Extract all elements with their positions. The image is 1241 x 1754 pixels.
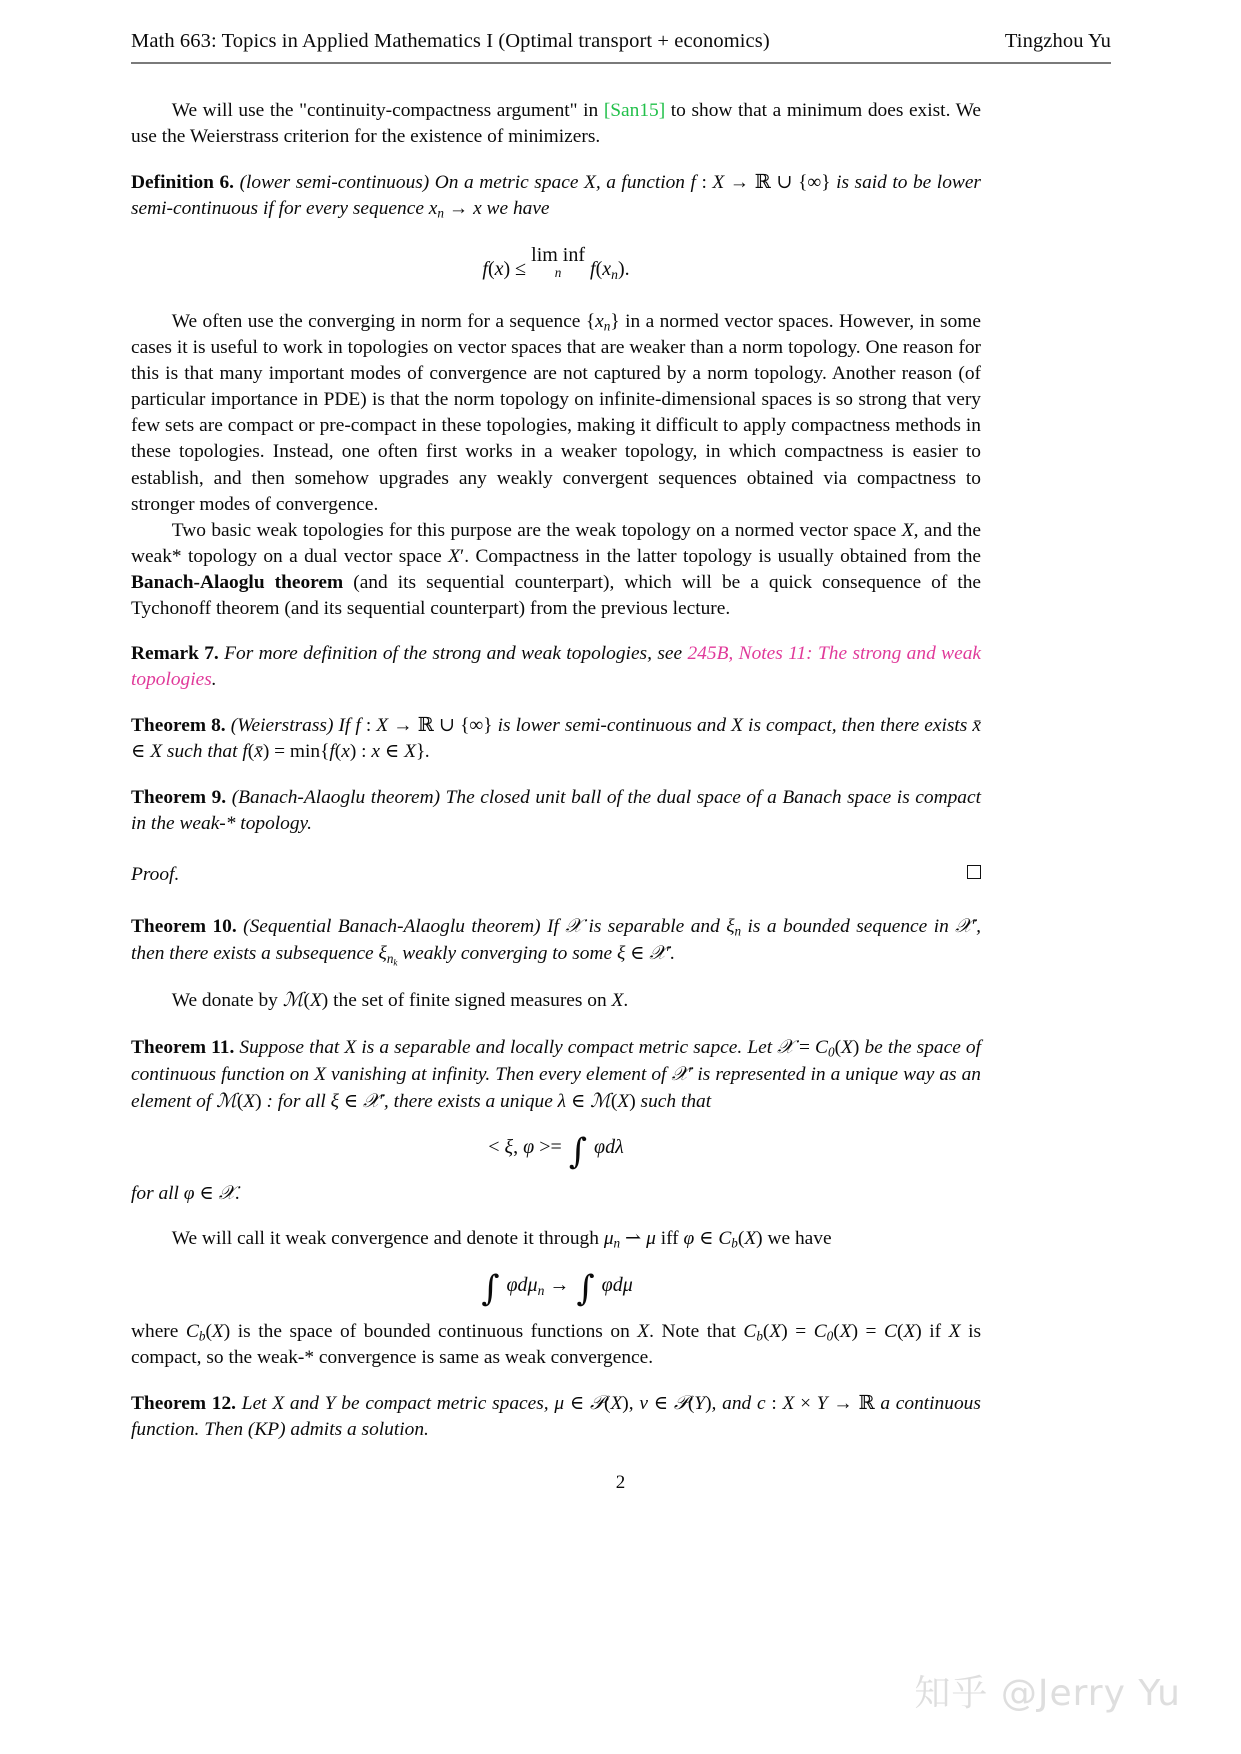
paragraph-weak-convergence: We will call it weak convergence and denote it through $\mu_n$ ⇀ μ iff φ ∈ $C_b(X)$ we have xyxy=(171,1228,832,1251)
definition-6: Definition 6. (lower semi-continuous) On a metric space X, a function f : X → ℝ ∪ {∞} is said to be lower semi-continuous if for every sequence $x_n \to x$ we have xyxy=(131,170,981,221)
equation-lower-semicontinuous: f(x) ≤ lim inf n $f(x_n)$. xyxy=(482,243,630,282)
page-number: 2 xyxy=(615,1472,626,1493)
remark-7 xyxy=(131,641,981,693)
theorem-9-head: Theorem 9. xyxy=(131,786,227,808)
spacer xyxy=(131,223,981,242)
definition-6-head: Definition 6. xyxy=(131,172,235,194)
spacer xyxy=(131,284,981,309)
spacer xyxy=(131,1015,981,1034)
theorem-8-title: (Weierstrass) xyxy=(230,715,334,737)
proof-block xyxy=(131,862,981,888)
paragraph-cb-space: where $C_b(X)$ is the space of bounded continuous functions on X. Note that $C_b(X) = C_0(X) = C(X)$ if X is compact, so the weak-* convergence is same as weak convergence. xyxy=(131,1320,982,1369)
theorem-12: Theorem 12. Let X and Y be compact metric spaces, μ ∈ 𝒫(X), ν ∈ 𝒫(Y), and c : X × Y → ℝ a continuous function. Then (KP) admits a solution. xyxy=(131,1391,981,1441)
theorem-11: Theorem 11. Suppose that X is a separable and locally compact metric sapce. Let 𝒳 = $C_0(X)$ be the space of continuous function on X vanishing at infinity. Then every element of 𝒳′ is represented in a unique way as an element of ℳ(X) : for all ξ ∈ 𝒳′, there exists a unique λ ∈ ℳ(X) such that xyxy=(131,1034,981,1113)
spacer xyxy=(131,1207,981,1226)
header-author: Tingzhou Yu xyxy=(1004,30,1111,52)
theorem-10-title: (Sequential Banach-Alaoglu theorem) xyxy=(243,915,541,937)
spacer xyxy=(131,1300,981,1319)
theorem-12-head: Theorem 12. xyxy=(131,1393,237,1415)
paragraph-two-basic-topologies: Two basic weak topologies for this purpose are the weak topology on a normed vector space X, and the weak* topology on a dual vector space X′. Compactness in the latter topology is usually obtained from the Banach-Alaoglu theorem (and its sequential counterpart), which will be a quick consequence of the Tychonoff theorem (and its sequential counterpart) from the previous lecture. xyxy=(131,519,982,620)
spacer xyxy=(131,766,981,785)
spacer xyxy=(131,1253,981,1272)
remark-7-text: For more definition of the strong and weak topologies, see xyxy=(218,643,688,665)
spacer xyxy=(131,1115,981,1134)
intro-text-before-citation: We will use the "continuity-compactness argument" in xyxy=(171,100,604,121)
running-header xyxy=(131,30,1111,53)
spacer xyxy=(131,150,981,169)
watermark-zhihu: 知乎 @Jerry Yu xyxy=(914,1673,1181,1714)
theorem-8: Theorem 8. (Weierstrass) If f : X → ℝ ∪ {∞} is lower semi-continuous and X is compact, then there exists x̄ ∈ X such that f(x̄) = min{f(x) : x ∈ X}. xyxy=(131,713,981,763)
equation-weak-convergence: ∫ φdμ$_n$ → ∫ φdμ xyxy=(481,1269,633,1310)
header-rule xyxy=(131,62,1111,64)
for-all-phi-line: for all φ ∈ 𝒳. xyxy=(131,1181,241,1205)
remark-7-head: Remark 7. xyxy=(131,643,219,665)
citation-san15[interactable]: [San15] xyxy=(603,100,666,121)
spacer xyxy=(131,888,981,913)
header-course-title: Math 663: Topics in Applied Mathematics I (Optimal transport + economics) xyxy=(131,30,770,52)
theorem-9: Theorem 9. (Banach-Alaoglu theorem) The closed unit ball of the dual space of a Banach space is compact in the weak-* topology. xyxy=(131,786,981,834)
link-245b-notes-11[interactable]: 245B, Notes 11: The strong and weak topologies xyxy=(131,643,981,691)
spacer xyxy=(131,837,981,862)
theorem-11-head: Theorem 11. xyxy=(131,1036,235,1058)
intro-text-after-citation: to show that a minimum does exist. We use the Weierstrass criterion for the existence of minimizers. xyxy=(131,100,981,148)
document-body xyxy=(131,98,981,1443)
remark-7-end: . xyxy=(211,669,217,691)
spacer xyxy=(131,1371,981,1390)
paragraph-weak-topologies: We often use the converging in norm for a sequence $\{x_n\}$ in a normed vector spaces. However, in some cases it is useful to work in topologies on vector spaces that are weaker than a norm topology. One reason for this is that many important modes of convergence are not captured by a norm topology. Another reason (of particular importance in PDE) is that the norm topology on infinite-dimensional spaces is so strong that very few sets are compact or pre-compact in these topologies, making it difficult to apply compactness methods in these topologies. Instead, one often first works in a weaker topology, in which compactness is easier to establish, and then somehow upgrades any weakly convergent sequences obtained via compactness to stronger modes of convergence. xyxy=(131,310,981,515)
theorem-9-title: (Banach-Alaoglu theorem) xyxy=(231,786,441,808)
spacer xyxy=(131,1161,981,1180)
proof-label: Proof. xyxy=(131,863,180,885)
qed-box-icon xyxy=(967,865,981,879)
equation-pairing-integral: < ξ, φ >= ∫ φdλ xyxy=(488,1131,624,1172)
paragraph-intro xyxy=(131,98,981,150)
theorem-8-head: Theorem 8. xyxy=(131,715,226,737)
spacer xyxy=(131,622,981,641)
theorem-10-head: Theorem 10. xyxy=(131,915,237,937)
theorem-10: Theorem 10. (Sequential Banach-Alaoglu theorem) If 𝒳 is separable and $\xi_n$ is a bounded sequence in 𝒳′, then there exists a subsequence $\xi_{n_k}$ weakly converging to some ξ ∈ 𝒳′. xyxy=(131,913,981,968)
spacer xyxy=(131,693,981,712)
definition-6-title: (lower semi-continuous) xyxy=(239,172,430,194)
paragraph-donate-measures: We donate by ℳ(X) the set of finite signed measures on X. xyxy=(171,988,629,1012)
banach-alaoglu-bold: Banach-Alaoglu theorem xyxy=(131,571,344,593)
spacer xyxy=(131,968,981,987)
